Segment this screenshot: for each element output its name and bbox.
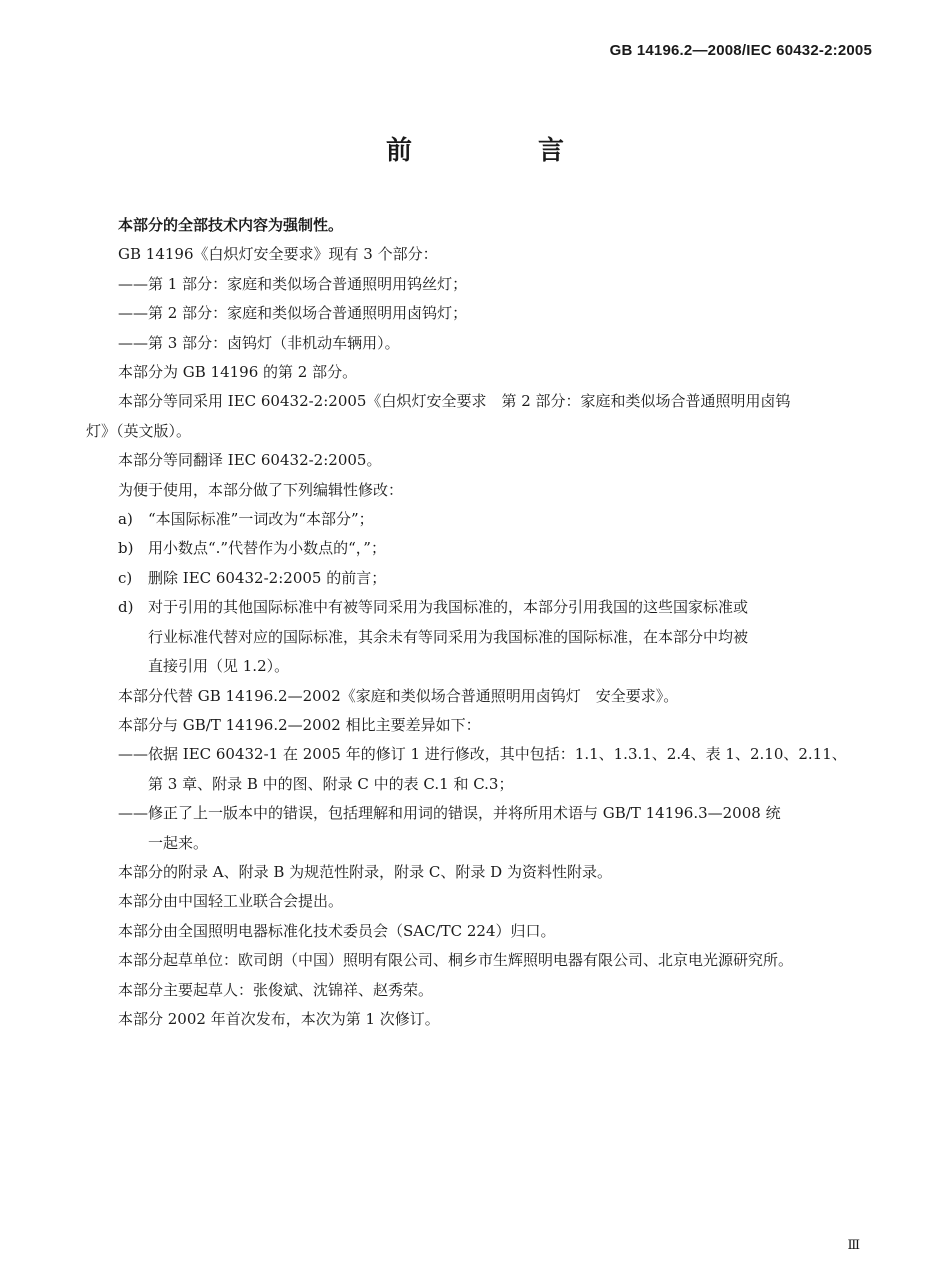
paragraph-differences-intro: 本部分与 GB/T 14196.2—2002 相比主要差异如下： bbox=[118, 715, 481, 734]
paragraph-part-number: 本部分为 GB 14196 的第 2 部分。 bbox=[118, 363, 358, 382]
part-3-item: ——第 3 部分：卤钨灯（非机动车辆用）。 bbox=[118, 333, 400, 352]
paragraph-adoption-line1: 本部分等同采用 IEC 60432-2:2005《白炽灯安全要求 第 2 部分：家庭和类似场合普通照明用卤钨 bbox=[118, 392, 791, 411]
mandatory-statement: 本部分的全部技术内容为强制性。 bbox=[118, 216, 344, 234]
paragraph-adoption-line2: 灯》（英文版）。 bbox=[86, 421, 192, 440]
paragraph-annexes: 本部分的附录 A、附录 B 为规范性附录，附录 C、附录 D 为资料性附录。 bbox=[118, 862, 612, 881]
foreword-body bbox=[86, 211, 876, 1034]
list-text: 删除 IEC 60432-2:2005 的前言； bbox=[148, 568, 387, 587]
paragraph-under-jurisdiction: 本部分由全国照明电器标准化技术委员会（SAC/TC 224）归口。 bbox=[118, 921, 556, 940]
difference-1-line2: 第 3 章、附录 B 中的图、附录 C 中的表 C.1 和 C.3； bbox=[148, 774, 514, 793]
paragraph-revision-history: 本部分 2002 年首次发布，本次为第 1 次修订。 bbox=[118, 1009, 440, 1028]
list-item bbox=[86, 593, 876, 622]
paragraph-parts-intro: GB 14196《白炽灯安全要求》现有 3 个部分： bbox=[118, 245, 438, 264]
list-text: 对于引用的其他国际标准中有被等同采用为我国标准的，本部分引用我国的这些国家标准或 bbox=[148, 598, 749, 617]
paragraph-proposed-by: 本部分由中国轻工业联合会提出。 bbox=[118, 892, 344, 911]
list-item bbox=[86, 564, 876, 593]
difference-2-line1: ——修正了上一版本中的错误，包括理解和用词的错误，并将所用术语与 GB/T 14196.3—2008 统 bbox=[118, 804, 781, 823]
paragraph-edits-intro: 为便于使用，本部分做了下列编辑性修改： bbox=[118, 480, 404, 499]
paragraph-replaces: 本部分代替 GB 14196.2—2002《家庭和类似场合普通照明用卤钨灯 安全要求》。 bbox=[118, 686, 679, 705]
list-text: 用小数点“.”代替作为小数点的“，”； bbox=[148, 539, 386, 558]
paragraph-drafting-units: 本部分起草单位：欧司朗（中国）照明有限公司、桐乡市生辉照明电器有限公司、北京电光源研究所。 bbox=[118, 951, 794, 970]
list-marker: c) bbox=[118, 568, 133, 587]
part-1-item: ——第 1 部分：家庭和类似场合普通照明用钨丝灯； bbox=[118, 274, 468, 293]
paragraph-translation: 本部分等同翻译 IEC 60432-2:2005。 bbox=[118, 451, 382, 470]
page-number: Ⅲ bbox=[847, 1238, 860, 1253]
list-marker: d) bbox=[118, 598, 134, 617]
list-marker: b) bbox=[118, 539, 134, 558]
list-item-d-line3: 直接引用（见 1.2）。 bbox=[148, 657, 290, 676]
list-item bbox=[86, 505, 876, 534]
list-marker: a) bbox=[118, 510, 133, 529]
standard-number-header: GB 14196.2—2008/IEC 60432-2:2005 bbox=[609, 42, 872, 59]
part-2-item: ——第 2 部分：家庭和类似场合普通照明用卤钨灯； bbox=[118, 304, 468, 323]
page-title: 前 言 bbox=[385, 136, 614, 166]
list-text: “本国际标准”一词改为“本部分”； bbox=[148, 510, 374, 529]
list-item-d-line2: 行业标准代替对应的国际标准，其余未有等同采用为我国标准的国际标准，在本部分中均被 bbox=[148, 627, 749, 646]
difference-1-line1: ——依据 IEC 60432-1 在 2005 年的修订 1 进行修改，其中包括：1.1、1.3.1、2.4、表 1、2.10、2.11、 bbox=[118, 745, 847, 764]
difference-2-line2: 一起来。 bbox=[148, 833, 209, 852]
paragraph-drafters: 本部分主要起草人：张俊斌、沈锦祥、赵秀荣。 bbox=[118, 980, 434, 999]
list-item bbox=[86, 534, 876, 563]
